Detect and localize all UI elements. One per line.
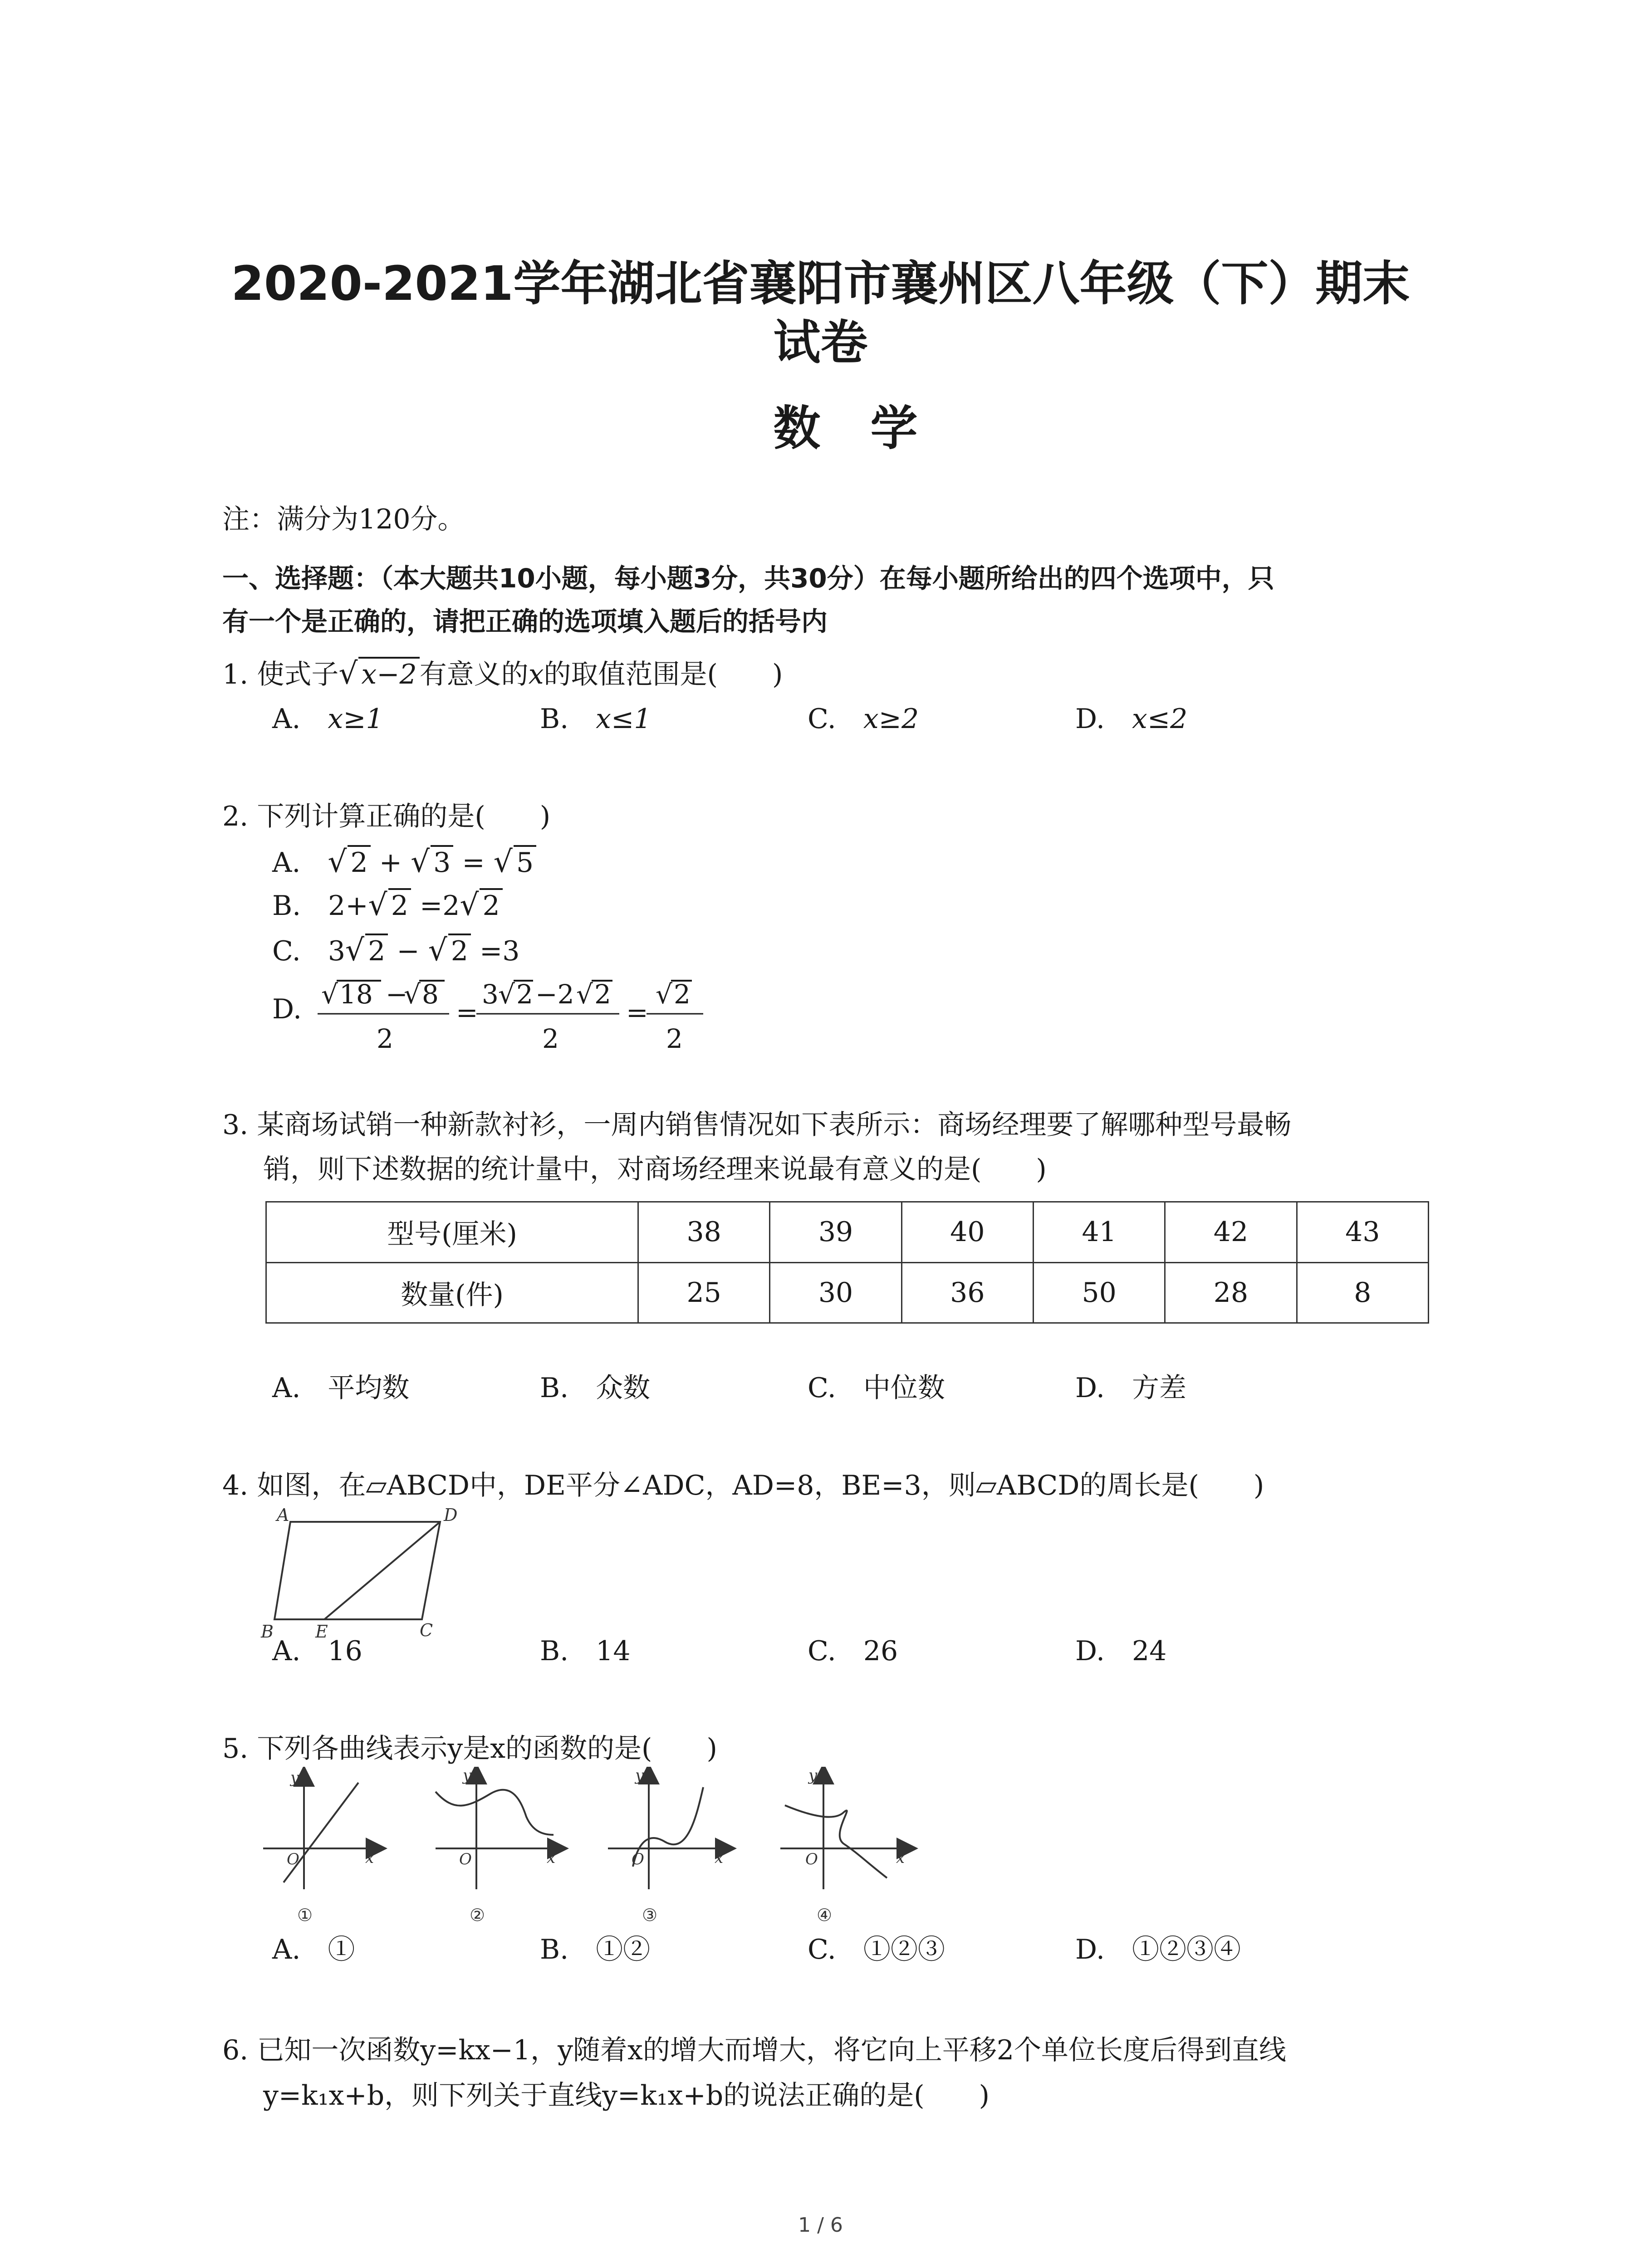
option-text: 14 bbox=[596, 1635, 631, 1667]
x-label: x bbox=[547, 1849, 556, 1867]
option-text: 16 bbox=[328, 1635, 362, 1667]
graph-number-2: ② bbox=[470, 1905, 485, 1925]
origin-label: O bbox=[805, 1850, 818, 1868]
radical-sign-icon: √ bbox=[411, 844, 430, 879]
option-text: ①② bbox=[596, 1934, 651, 1965]
q3-stem-line1: 3. 某商场试销一种新款衬衫，一周内销售情况如下表所示：商场经理要了解哪种型号最畅 bbox=[222, 1109, 1292, 1141]
label-b: B bbox=[261, 1622, 274, 1640]
radicand: 2 bbox=[674, 979, 691, 1010]
option-letter: C. bbox=[808, 703, 836, 735]
q1-suffix: 有意义的 bbox=[419, 659, 529, 690]
option-letter: C. bbox=[808, 1934, 836, 1965]
q3-option-a[interactable] bbox=[272, 1370, 409, 1406]
term: 3 bbox=[328, 935, 346, 967]
q1-stem bbox=[222, 655, 783, 693]
q6-stem-line1: 6. 已知一次函数y=kx−1，y随着x的增大而增大，将它向上平移2个单位长度后得到直线 bbox=[222, 2034, 1287, 2066]
operator: − bbox=[386, 979, 408, 1010]
operator: = bbox=[626, 997, 648, 1028]
q3-sales-table bbox=[265, 1201, 1429, 1324]
denominator: 2 bbox=[542, 1023, 559, 1054]
q2-option-d-letter[interactable]: D. bbox=[272, 993, 302, 1025]
q4-stem: 4. 如图，在▱ABCD中，DE平分∠ADC，AD=8，BE=3，则▱ABCD的周长是( ) bbox=[222, 1470, 1264, 1501]
option-text: ①②③ bbox=[863, 1934, 945, 1965]
graph-4 bbox=[780, 1774, 907, 1889]
radicand: 2 bbox=[348, 845, 370, 879]
option-text: 平均数 bbox=[328, 1372, 410, 1404]
operator: + bbox=[370, 847, 411, 879]
denominator: 2 bbox=[666, 1023, 683, 1054]
operator: =3 bbox=[470, 935, 520, 967]
option-letter: B. bbox=[540, 1372, 569, 1404]
q5-graphs bbox=[254, 1767, 962, 1930]
q5-option-a[interactable] bbox=[272, 1931, 355, 1968]
x-label: x bbox=[365, 1849, 374, 1867]
table-cell: 42 bbox=[1165, 1202, 1297, 1263]
q4-option-d[interactable] bbox=[1075, 1633, 1166, 1669]
radical-sign-icon: √ bbox=[345, 933, 365, 968]
option-text: ① bbox=[328, 1934, 355, 1965]
y-label: y bbox=[463, 1767, 472, 1784]
option-text: 24 bbox=[1132, 1635, 1167, 1667]
q3-option-b[interactable] bbox=[540, 1370, 650, 1406]
q1-option-c[interactable] bbox=[808, 701, 919, 737]
y-label: y bbox=[290, 1769, 299, 1787]
option-text: x≥1 bbox=[328, 703, 383, 735]
q2-option-c[interactable] bbox=[272, 932, 519, 969]
x-label: x bbox=[896, 1849, 905, 1867]
graph-3 bbox=[608, 1774, 726, 1889]
y-label: y bbox=[808, 1767, 818, 1784]
option-letter: A. bbox=[272, 703, 301, 735]
graph-1 bbox=[263, 1776, 377, 1889]
q4-option-c[interactable] bbox=[808, 1633, 898, 1669]
table-cell: 25 bbox=[638, 1262, 770, 1323]
radical-sign-icon: √ bbox=[498, 979, 515, 1010]
radical-sign-icon: √ bbox=[493, 844, 513, 879]
option-letter: D. bbox=[1075, 1635, 1105, 1667]
q4-parallelogram-figure bbox=[254, 1508, 463, 1640]
option-letter: D. bbox=[1075, 703, 1105, 735]
option-letter: C. bbox=[272, 935, 301, 967]
operator: = bbox=[453, 847, 494, 879]
q1-var: x bbox=[528, 659, 544, 690]
q3-option-c[interactable] bbox=[808, 1370, 945, 1406]
radicand: 2 bbox=[516, 979, 533, 1010]
label-a: A bbox=[277, 1508, 289, 1525]
option-letter: A. bbox=[272, 1934, 301, 1965]
radicand: 5 bbox=[514, 845, 536, 879]
q3-stem-line2: 销，则下述数据的统计量中，对商场经理来说最有意义的是( ) bbox=[263, 1154, 1047, 1185]
table-cell: 型号(厘米) bbox=[266, 1202, 638, 1263]
q1-suffix2: 的取值范围是( ) bbox=[544, 659, 783, 690]
option-letter: A. bbox=[272, 847, 301, 879]
option-text: 26 bbox=[863, 1635, 898, 1667]
option-letter: A. bbox=[272, 1372, 301, 1404]
option-text: 中位数 bbox=[863, 1372, 945, 1404]
segment-de bbox=[324, 1522, 440, 1619]
option-letter: B. bbox=[540, 1934, 569, 1965]
curve-4 bbox=[785, 1805, 887, 1878]
option-letter: B. bbox=[540, 1635, 569, 1667]
table-row bbox=[266, 1202, 1429, 1263]
radical-sign-icon: √ bbox=[656, 979, 672, 1010]
curve-2 bbox=[436, 1790, 554, 1835]
q5-stem: 5. 下列各曲线表示y是x的函数的是( ) bbox=[222, 1733, 717, 1765]
q1-prefix: 1. 使式子 bbox=[222, 659, 339, 690]
section-heading-line1: 一、选择题：（本大题共10小题，每小题3分，共30分）在每小题所给出的四个选项中，只 bbox=[222, 563, 1274, 594]
score-note: 注：满分为120分。 bbox=[222, 503, 465, 535]
origin-label: O bbox=[287, 1850, 299, 1868]
table-cell: 28 bbox=[1165, 1262, 1297, 1323]
label-d: D bbox=[444, 1508, 458, 1525]
option-letter: C. bbox=[808, 1372, 836, 1404]
option-text: x≤2 bbox=[1132, 703, 1188, 735]
radicand: 3 bbox=[431, 845, 453, 879]
q2-stem: 2. 下列计算正确的是( ) bbox=[222, 801, 551, 832]
x-label: x bbox=[715, 1849, 724, 1867]
option-text: x≥2 bbox=[863, 703, 919, 735]
option-letter: B. bbox=[272, 890, 301, 922]
q1-option-d[interactable] bbox=[1075, 701, 1187, 737]
q1-option-b[interactable] bbox=[540, 701, 651, 737]
radical-sign-icon: √ bbox=[368, 887, 387, 922]
radicand: 8 bbox=[422, 979, 439, 1010]
table-row bbox=[266, 1262, 1429, 1323]
exam-title-line2: 试卷 bbox=[773, 315, 868, 370]
operator: =2 bbox=[411, 890, 460, 922]
option-letter: D. bbox=[1075, 1934, 1105, 1965]
option-text: 众数 bbox=[596, 1372, 651, 1404]
graph-number-3: ③ bbox=[642, 1905, 658, 1925]
term: 2+ bbox=[328, 890, 368, 922]
q6-stem-line2: y=k₁x+b，则下列关于直线y=k₁x+b的说法正确的是( ) bbox=[263, 2080, 990, 2112]
graph-number-1: ① bbox=[297, 1905, 313, 1925]
section-heading-line2: 有一个是正确的，请把正确的选项填入题后的括号内 bbox=[222, 606, 828, 637]
table-cell: 39 bbox=[770, 1202, 901, 1263]
table-cell: 36 bbox=[901, 1262, 1033, 1323]
radicand: 18 bbox=[339, 979, 373, 1010]
q5-option-d[interactable] bbox=[1075, 1931, 1241, 1968]
option-letter: D. bbox=[1075, 1372, 1105, 1404]
table-cell: 数量(件) bbox=[266, 1262, 638, 1323]
y-label: y bbox=[635, 1767, 644, 1784]
term: −2 bbox=[535, 979, 574, 1010]
radical-sign-icon: √ bbox=[428, 933, 447, 968]
option-text: 方差 bbox=[1132, 1372, 1187, 1404]
q4-option-b[interactable] bbox=[540, 1633, 631, 1669]
q2-option-a[interactable] bbox=[272, 844, 536, 881]
option-letter: A. bbox=[272, 1635, 301, 1667]
radicand: 2 bbox=[480, 888, 502, 922]
radical-sign-icon: √ bbox=[576, 979, 593, 1010]
q2-option-d-fractions bbox=[313, 971, 776, 1061]
operator: = bbox=[456, 997, 478, 1028]
radical-sign-icon: √ bbox=[328, 844, 347, 879]
subject-title: 数学 bbox=[773, 401, 968, 456]
page-number: 1 / 6 bbox=[798, 2214, 843, 2237]
denominator: 2 bbox=[377, 1023, 393, 1054]
q2-option-b[interactable] bbox=[272, 887, 503, 924]
q5-option-b[interactable] bbox=[540, 1931, 650, 1968]
radicand: 2 bbox=[388, 888, 411, 922]
q3-option-d[interactable] bbox=[1075, 1370, 1186, 1406]
radical-sign-icon: √ bbox=[321, 979, 338, 1010]
radical-sign-icon: √ bbox=[460, 887, 479, 922]
option-letter: C. bbox=[808, 1635, 836, 1667]
option-text: x≤1 bbox=[596, 703, 652, 735]
option-letter: B. bbox=[540, 703, 569, 735]
q1-option-a[interactable] bbox=[272, 701, 383, 737]
parallelogram-abcd bbox=[274, 1522, 440, 1619]
graph-2 bbox=[436, 1774, 558, 1889]
radicand: 2 bbox=[448, 934, 471, 967]
radical-sign-icon: √ bbox=[338, 656, 358, 691]
label-e: E bbox=[315, 1622, 328, 1640]
q5-option-c[interactable] bbox=[808, 1931, 945, 1968]
table-cell: 41 bbox=[1033, 1202, 1165, 1263]
radicand: 2 bbox=[365, 934, 388, 967]
origin-label: O bbox=[632, 1850, 644, 1868]
table-cell: 38 bbox=[638, 1202, 770, 1263]
origin-label: O bbox=[459, 1850, 472, 1868]
radical-sign-icon: √ bbox=[404, 979, 421, 1010]
label-c: C bbox=[420, 1620, 433, 1640]
table-cell: 30 bbox=[770, 1262, 901, 1323]
table-cell: 50 bbox=[1033, 1262, 1165, 1323]
option-text: ①②③④ bbox=[1132, 1934, 1241, 1965]
operator: − bbox=[388, 935, 428, 967]
table-cell: 43 bbox=[1297, 1202, 1428, 1263]
exam-title-line1: 2020-2021学年湖北省襄阳市襄州区八年级（下）期末 bbox=[231, 256, 1410, 311]
table-cell: 8 bbox=[1297, 1262, 1428, 1323]
q1-radicand: x−2 bbox=[358, 657, 419, 690]
term: 3 bbox=[482, 979, 499, 1010]
q4-option-a[interactable] bbox=[272, 1633, 362, 1669]
radicand: 2 bbox=[594, 979, 611, 1010]
graph-number-4: ④ bbox=[817, 1905, 833, 1925]
table-cell: 40 bbox=[901, 1202, 1033, 1263]
